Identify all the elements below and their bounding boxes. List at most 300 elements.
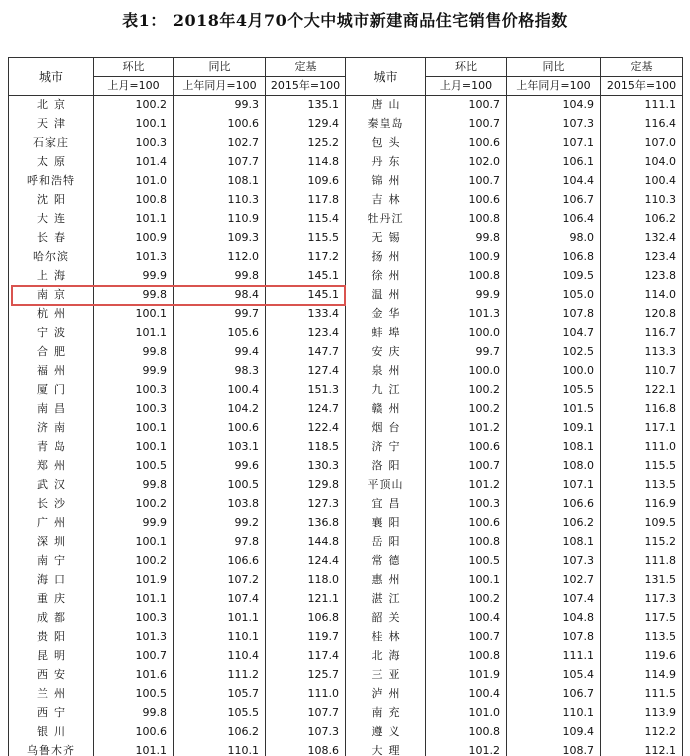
mom-cell: 100.3 — [94, 400, 174, 419]
base-cell: 132.4 — [601, 229, 683, 248]
mom-cell: 100.1 — [426, 571, 507, 590]
city-cell: 天津 — [9, 115, 94, 134]
city-cell: 南宁 — [9, 552, 94, 571]
header-mom-sub: 上月=100 — [94, 77, 174, 96]
base-cell: 111.1 — [601, 96, 683, 115]
city-cell: 兰州 — [9, 685, 94, 704]
city-cell: 青岛 — [9, 438, 94, 457]
table-row — [9, 400, 683, 419]
city-cell: 呼和浩特 — [9, 172, 94, 191]
city-cell: 蚌埠 — [346, 324, 426, 343]
yoy-cell: 105.0 — [507, 286, 601, 305]
mom-cell: 100.8 — [426, 647, 507, 666]
yoy-cell: 110.1 — [174, 628, 266, 647]
base-cell: 116.8 — [601, 400, 683, 419]
mom-cell: 100.2 — [426, 400, 507, 419]
yoy-cell: 99.3 — [174, 96, 266, 115]
base-cell: 104.0 — [601, 153, 683, 172]
yoy-cell: 106.6 — [507, 495, 601, 514]
city-cell: 乌鲁木齐 — [9, 742, 94, 756]
base-cell: 114.8 — [266, 153, 346, 172]
city-cell: 广州 — [9, 514, 94, 533]
yoy-cell: 107.8 — [507, 305, 601, 324]
table-row — [9, 343, 683, 362]
city-cell: 赣州 — [346, 400, 426, 419]
table-row — [9, 153, 683, 172]
city-cell: 沈阳 — [9, 191, 94, 210]
header-yoy-sub: 上年同月=100 — [174, 77, 266, 96]
yoy-cell: 106.8 — [507, 248, 601, 267]
mom-cell: 99.9 — [94, 362, 174, 381]
city-cell: 合肥 — [9, 343, 94, 362]
yoy-cell: 98.4 — [174, 286, 266, 305]
mom-cell: 100.6 — [426, 134, 507, 153]
mom-cell: 100.1 — [94, 438, 174, 457]
city-cell: 西宁 — [9, 704, 94, 723]
city-cell: 无锡 — [346, 229, 426, 248]
city-cell: 洛阳 — [346, 457, 426, 476]
base-cell: 111.0 — [601, 438, 683, 457]
base-cell: 114.0 — [601, 286, 683, 305]
yoy-cell: 109.3 — [174, 229, 266, 248]
yoy-cell: 104.2 — [174, 400, 266, 419]
mom-cell: 101.2 — [426, 742, 507, 756]
base-cell: 123.4 — [601, 248, 683, 267]
city-cell: 包头 — [346, 134, 426, 153]
mom-cell: 101.1 — [94, 324, 174, 343]
base-cell: 100.4 — [601, 172, 683, 191]
base-cell: 129.4 — [266, 115, 346, 134]
table-row — [9, 723, 683, 742]
yoy-cell: 102.7 — [174, 134, 266, 153]
yoy-cell: 102.5 — [507, 343, 601, 362]
mom-cell: 100.5 — [426, 552, 507, 571]
base-cell: 112.1 — [601, 742, 683, 756]
yoy-cell: 103.8 — [174, 495, 266, 514]
city-cell: 武汉 — [9, 476, 94, 495]
header-yoy-sub-right: 上年同月=100 — [507, 77, 601, 96]
base-cell: 114.9 — [601, 666, 683, 685]
base-cell: 129.8 — [266, 476, 346, 495]
table-row — [9, 172, 683, 191]
yoy-cell: 103.1 — [174, 438, 266, 457]
mom-cell: 101.2 — [426, 419, 507, 438]
mom-cell: 100.2 — [94, 552, 174, 571]
base-cell: 119.6 — [601, 647, 683, 666]
yoy-cell: 107.2 — [174, 571, 266, 590]
city-cell: 遵义 — [346, 723, 426, 742]
header-city: 城市 — [9, 58, 94, 96]
base-cell: 135.1 — [266, 96, 346, 115]
yoy-cell: 99.4 — [174, 343, 266, 362]
header-base-sub-right: 2015年=100 — [601, 77, 683, 96]
mom-cell: 100.6 — [426, 514, 507, 533]
table-row — [9, 305, 683, 324]
mom-cell: 102.0 — [426, 153, 507, 172]
table-row — [9, 457, 683, 476]
yoy-cell: 100.0 — [507, 362, 601, 381]
yoy-cell: 112.0 — [174, 248, 266, 267]
yoy-cell: 98.0 — [507, 229, 601, 248]
base-cell: 124.4 — [266, 552, 346, 571]
mom-cell: 100.7 — [426, 172, 507, 191]
header-city-right: 城市 — [346, 58, 426, 96]
base-cell: 117.8 — [266, 191, 346, 210]
city-cell: 扬州 — [346, 248, 426, 267]
city-cell: 厦门 — [9, 381, 94, 400]
mom-cell: 100.3 — [426, 495, 507, 514]
base-cell: 147.7 — [266, 343, 346, 362]
city-cell: 太原 — [9, 153, 94, 172]
header-base: 定基 — [266, 58, 346, 77]
yoy-cell: 107.7 — [174, 153, 266, 172]
header-mom-right: 环比 — [426, 58, 507, 77]
mom-cell: 100.9 — [426, 248, 507, 267]
city-cell: 湛江 — [346, 590, 426, 609]
yoy-cell: 100.6 — [174, 115, 266, 134]
mom-cell: 101.0 — [426, 704, 507, 723]
yoy-cell: 101.5 — [507, 400, 601, 419]
base-cell: 115.2 — [601, 533, 683, 552]
city-cell: 大连 — [9, 210, 94, 229]
base-cell: 131.5 — [601, 571, 683, 590]
yoy-cell: 106.1 — [507, 153, 601, 172]
mom-cell: 99.8 — [94, 476, 174, 495]
yoy-cell: 97.8 — [174, 533, 266, 552]
table-row — [9, 685, 683, 704]
base-cell: 115.5 — [601, 457, 683, 476]
header-yoy: 同比 — [174, 58, 266, 77]
city-cell: 昆明 — [9, 647, 94, 666]
base-cell: 127.4 — [266, 362, 346, 381]
yoy-cell: 100.4 — [174, 381, 266, 400]
mom-cell: 100.4 — [426, 685, 507, 704]
city-cell: 宜昌 — [346, 495, 426, 514]
yoy-cell: 106.2 — [507, 514, 601, 533]
yoy-cell: 108.1 — [507, 438, 601, 457]
base-cell: 122.4 — [266, 419, 346, 438]
table-row — [9, 514, 683, 533]
base-cell: 117.4 — [266, 647, 346, 666]
mom-cell: 99.8 — [426, 229, 507, 248]
header-base-sub: 2015年=100 — [266, 77, 346, 96]
mom-cell: 101.9 — [426, 666, 507, 685]
base-cell: 117.3 — [601, 590, 683, 609]
mom-cell: 100.6 — [426, 438, 507, 457]
yoy-cell: 98.3 — [174, 362, 266, 381]
base-cell: 111.0 — [266, 685, 346, 704]
base-cell: 106.8 — [266, 609, 346, 628]
base-cell: 113.3 — [601, 343, 683, 362]
city-cell: 平顶山 — [346, 476, 426, 495]
mom-cell: 100.2 — [426, 590, 507, 609]
base-cell: 113.5 — [601, 476, 683, 495]
city-cell: 北京 — [9, 96, 94, 115]
city-cell: 锦州 — [346, 172, 426, 191]
table-row — [9, 647, 683, 666]
yoy-cell: 106.6 — [174, 552, 266, 571]
table-row — [9, 552, 683, 571]
city-cell: 常德 — [346, 552, 426, 571]
base-cell: 115.5 — [266, 229, 346, 248]
yoy-cell: 110.9 — [174, 210, 266, 229]
yoy-cell: 102.7 — [507, 571, 601, 590]
city-cell: 岳阳 — [346, 533, 426, 552]
yoy-cell: 106.7 — [507, 191, 601, 210]
base-cell: 122.1 — [601, 381, 683, 400]
yoy-cell: 105.5 — [174, 704, 266, 723]
yoy-cell: 104.4 — [507, 172, 601, 191]
table-row — [9, 324, 683, 343]
mom-cell: 100.6 — [94, 723, 174, 742]
header-mom: 环比 — [94, 58, 174, 77]
mom-cell: 100.8 — [426, 533, 507, 552]
base-cell: 118.0 — [266, 571, 346, 590]
table-row — [9, 742, 683, 756]
mom-cell: 101.0 — [94, 172, 174, 191]
table-row — [9, 286, 683, 305]
table-row — [9, 533, 683, 552]
base-cell: 120.8 — [601, 305, 683, 324]
table-row — [9, 476, 683, 495]
mom-cell: 101.1 — [94, 742, 174, 756]
mom-cell: 100.8 — [94, 191, 174, 210]
mom-cell: 100.7 — [426, 96, 507, 115]
table-row — [9, 666, 683, 685]
base-cell: 113.5 — [601, 628, 683, 647]
city-cell: 重庆 — [9, 590, 94, 609]
yoy-cell: 99.8 — [174, 267, 266, 286]
base-cell: 113.9 — [601, 704, 683, 723]
city-cell: 唐山 — [346, 96, 426, 115]
table-title: 表1： 2018年4月70个大中城市新建商品住宅销售价格指数 — [122, 11, 568, 30]
base-cell: 116.9 — [601, 495, 683, 514]
mom-cell: 101.2 — [426, 476, 507, 495]
base-cell: 107.0 — [601, 134, 683, 153]
mom-cell: 100.7 — [426, 628, 507, 647]
base-cell: 106.2 — [601, 210, 683, 229]
yoy-cell: 100.6 — [174, 419, 266, 438]
mom-cell: 100.1 — [94, 533, 174, 552]
city-cell: 韶关 — [346, 609, 426, 628]
base-cell: 115.4 — [266, 210, 346, 229]
mom-cell: 100.1 — [94, 305, 174, 324]
base-cell: 151.3 — [266, 381, 346, 400]
city-cell: 长春 — [9, 229, 94, 248]
base-cell: 109.5 — [601, 514, 683, 533]
base-cell: 124.7 — [266, 400, 346, 419]
mom-cell: 100.5 — [94, 457, 174, 476]
yoy-cell: 109.4 — [507, 723, 601, 742]
city-cell: 贵阳 — [9, 628, 94, 647]
city-cell: 济宁 — [346, 438, 426, 457]
base-cell: 117.5 — [601, 609, 683, 628]
yoy-cell: 111.1 — [507, 647, 601, 666]
city-cell: 石家庄 — [9, 134, 94, 153]
yoy-cell: 99.2 — [174, 514, 266, 533]
city-cell: 济南 — [9, 419, 94, 438]
city-cell: 吉林 — [346, 191, 426, 210]
city-cell: 上海 — [9, 267, 94, 286]
mom-cell: 99.9 — [426, 286, 507, 305]
mom-cell: 100.3 — [94, 134, 174, 153]
table-row — [9, 419, 683, 438]
table-body — [9, 96, 683, 756]
mom-cell: 99.9 — [94, 267, 174, 286]
base-cell: 119.7 — [266, 628, 346, 647]
base-cell: 118.5 — [266, 438, 346, 457]
city-cell: 南京 — [9, 286, 94, 305]
header-yoy-right: 同比 — [507, 58, 601, 77]
city-cell: 郑州 — [9, 457, 94, 476]
table-row — [9, 96, 683, 115]
city-cell: 温州 — [346, 286, 426, 305]
base-cell: 111.8 — [601, 552, 683, 571]
table-row — [9, 362, 683, 381]
base-cell: 107.3 — [266, 723, 346, 742]
mom-cell: 100.0 — [426, 362, 507, 381]
yoy-cell: 109.1 — [507, 419, 601, 438]
yoy-cell: 105.4 — [507, 666, 601, 685]
base-cell: 123.8 — [601, 267, 683, 286]
base-cell: 127.3 — [266, 495, 346, 514]
city-cell: 福州 — [9, 362, 94, 381]
mom-cell: 101.4 — [94, 153, 174, 172]
table-header — [9, 58, 683, 96]
yoy-cell: 106.7 — [507, 685, 601, 704]
mom-cell: 100.1 — [94, 419, 174, 438]
table-row — [9, 590, 683, 609]
mom-cell: 101.1 — [94, 210, 174, 229]
yoy-cell: 110.4 — [174, 647, 266, 666]
yoy-cell: 110.1 — [174, 742, 266, 756]
city-cell: 徐州 — [346, 267, 426, 286]
yoy-cell: 104.9 — [507, 96, 601, 115]
yoy-cell: 108.0 — [507, 457, 601, 476]
city-cell: 南充 — [346, 704, 426, 723]
yoy-cell: 107.1 — [507, 134, 601, 153]
city-cell: 杭州 — [9, 305, 94, 324]
mom-cell: 100.2 — [426, 381, 507, 400]
mom-cell: 100.8 — [426, 723, 507, 742]
base-cell: 108.6 — [266, 742, 346, 756]
city-cell: 丹东 — [346, 153, 426, 172]
base-cell: 145.1 — [266, 286, 346, 305]
mom-cell: 100.6 — [426, 191, 507, 210]
mom-cell: 101.3 — [94, 248, 174, 267]
table-row — [9, 191, 683, 210]
base-cell: 145.1 — [266, 267, 346, 286]
mom-cell: 101.3 — [426, 305, 507, 324]
base-cell: 111.5 — [601, 685, 683, 704]
city-cell: 泉州 — [346, 362, 426, 381]
yoy-cell: 106.2 — [174, 723, 266, 742]
city-cell: 西安 — [9, 666, 94, 685]
mom-cell: 99.8 — [94, 704, 174, 723]
yoy-cell: 99.6 — [174, 457, 266, 476]
city-cell: 桂林 — [346, 628, 426, 647]
city-cell: 九江 — [346, 381, 426, 400]
header-base-right: 定基 — [601, 58, 683, 77]
yoy-cell: 110.3 — [174, 191, 266, 210]
yoy-cell: 107.8 — [507, 628, 601, 647]
yoy-cell: 107.4 — [507, 590, 601, 609]
city-cell: 安庆 — [346, 343, 426, 362]
yoy-cell: 104.8 — [507, 609, 601, 628]
mom-cell: 101.9 — [94, 571, 174, 590]
mom-cell: 101.1 — [94, 590, 174, 609]
mom-cell: 100.3 — [94, 381, 174, 400]
base-cell: 110.3 — [601, 191, 683, 210]
city-cell: 牡丹江 — [346, 210, 426, 229]
yoy-cell: 107.3 — [507, 552, 601, 571]
base-cell: 123.4 — [266, 324, 346, 343]
mom-cell: 100.0 — [426, 324, 507, 343]
base-cell: 121.1 — [266, 590, 346, 609]
mom-cell: 100.2 — [94, 495, 174, 514]
table-row — [9, 134, 683, 153]
yoy-cell: 105.5 — [507, 381, 601, 400]
base-cell: 116.4 — [601, 115, 683, 134]
base-cell: 144.8 — [266, 533, 346, 552]
city-cell: 秦皇岛 — [346, 115, 426, 134]
city-cell: 三亚 — [346, 666, 426, 685]
table-row — [9, 438, 683, 457]
mom-cell: 100.5 — [94, 685, 174, 704]
mom-cell: 99.9 — [94, 514, 174, 533]
table-row — [9, 229, 683, 248]
yoy-cell: 99.7 — [174, 305, 266, 324]
base-cell: 125.7 — [266, 666, 346, 685]
mom-cell: 99.8 — [94, 286, 174, 305]
base-cell: 110.7 — [601, 362, 683, 381]
city-cell: 南昌 — [9, 400, 94, 419]
yoy-cell: 106.4 — [507, 210, 601, 229]
city-cell: 宁波 — [9, 324, 94, 343]
city-cell: 银川 — [9, 723, 94, 742]
yoy-cell: 107.4 — [174, 590, 266, 609]
base-cell: 116.7 — [601, 324, 683, 343]
yoy-cell: 105.6 — [174, 324, 266, 343]
yoy-cell: 107.3 — [507, 115, 601, 134]
base-cell: 107.7 — [266, 704, 346, 723]
mom-cell: 100.7 — [426, 457, 507, 476]
mom-cell: 100.1 — [94, 115, 174, 134]
mom-cell: 100.8 — [426, 267, 507, 286]
yoy-cell: 105.7 — [174, 685, 266, 704]
base-cell: 130.3 — [266, 457, 346, 476]
yoy-cell: 108.7 — [507, 742, 601, 756]
table-row — [9, 267, 683, 286]
city-cell: 烟台 — [346, 419, 426, 438]
mom-cell: 99.8 — [94, 343, 174, 362]
mom-cell: 100.2 — [94, 96, 174, 115]
base-cell: 125.2 — [266, 134, 346, 153]
city-cell: 成都 — [9, 609, 94, 628]
base-cell: 117.2 — [266, 248, 346, 267]
mom-cell: 101.3 — [94, 628, 174, 647]
price-index-table — [8, 57, 683, 756]
yoy-cell: 100.5 — [174, 476, 266, 495]
yoy-cell: 104.7 — [507, 324, 601, 343]
mom-cell: 100.7 — [94, 647, 174, 666]
mom-cell: 101.6 — [94, 666, 174, 685]
table-row — [9, 381, 683, 400]
city-cell: 海口 — [9, 571, 94, 590]
table-row — [9, 115, 683, 134]
table-row — [9, 609, 683, 628]
yoy-cell: 111.2 — [174, 666, 266, 685]
